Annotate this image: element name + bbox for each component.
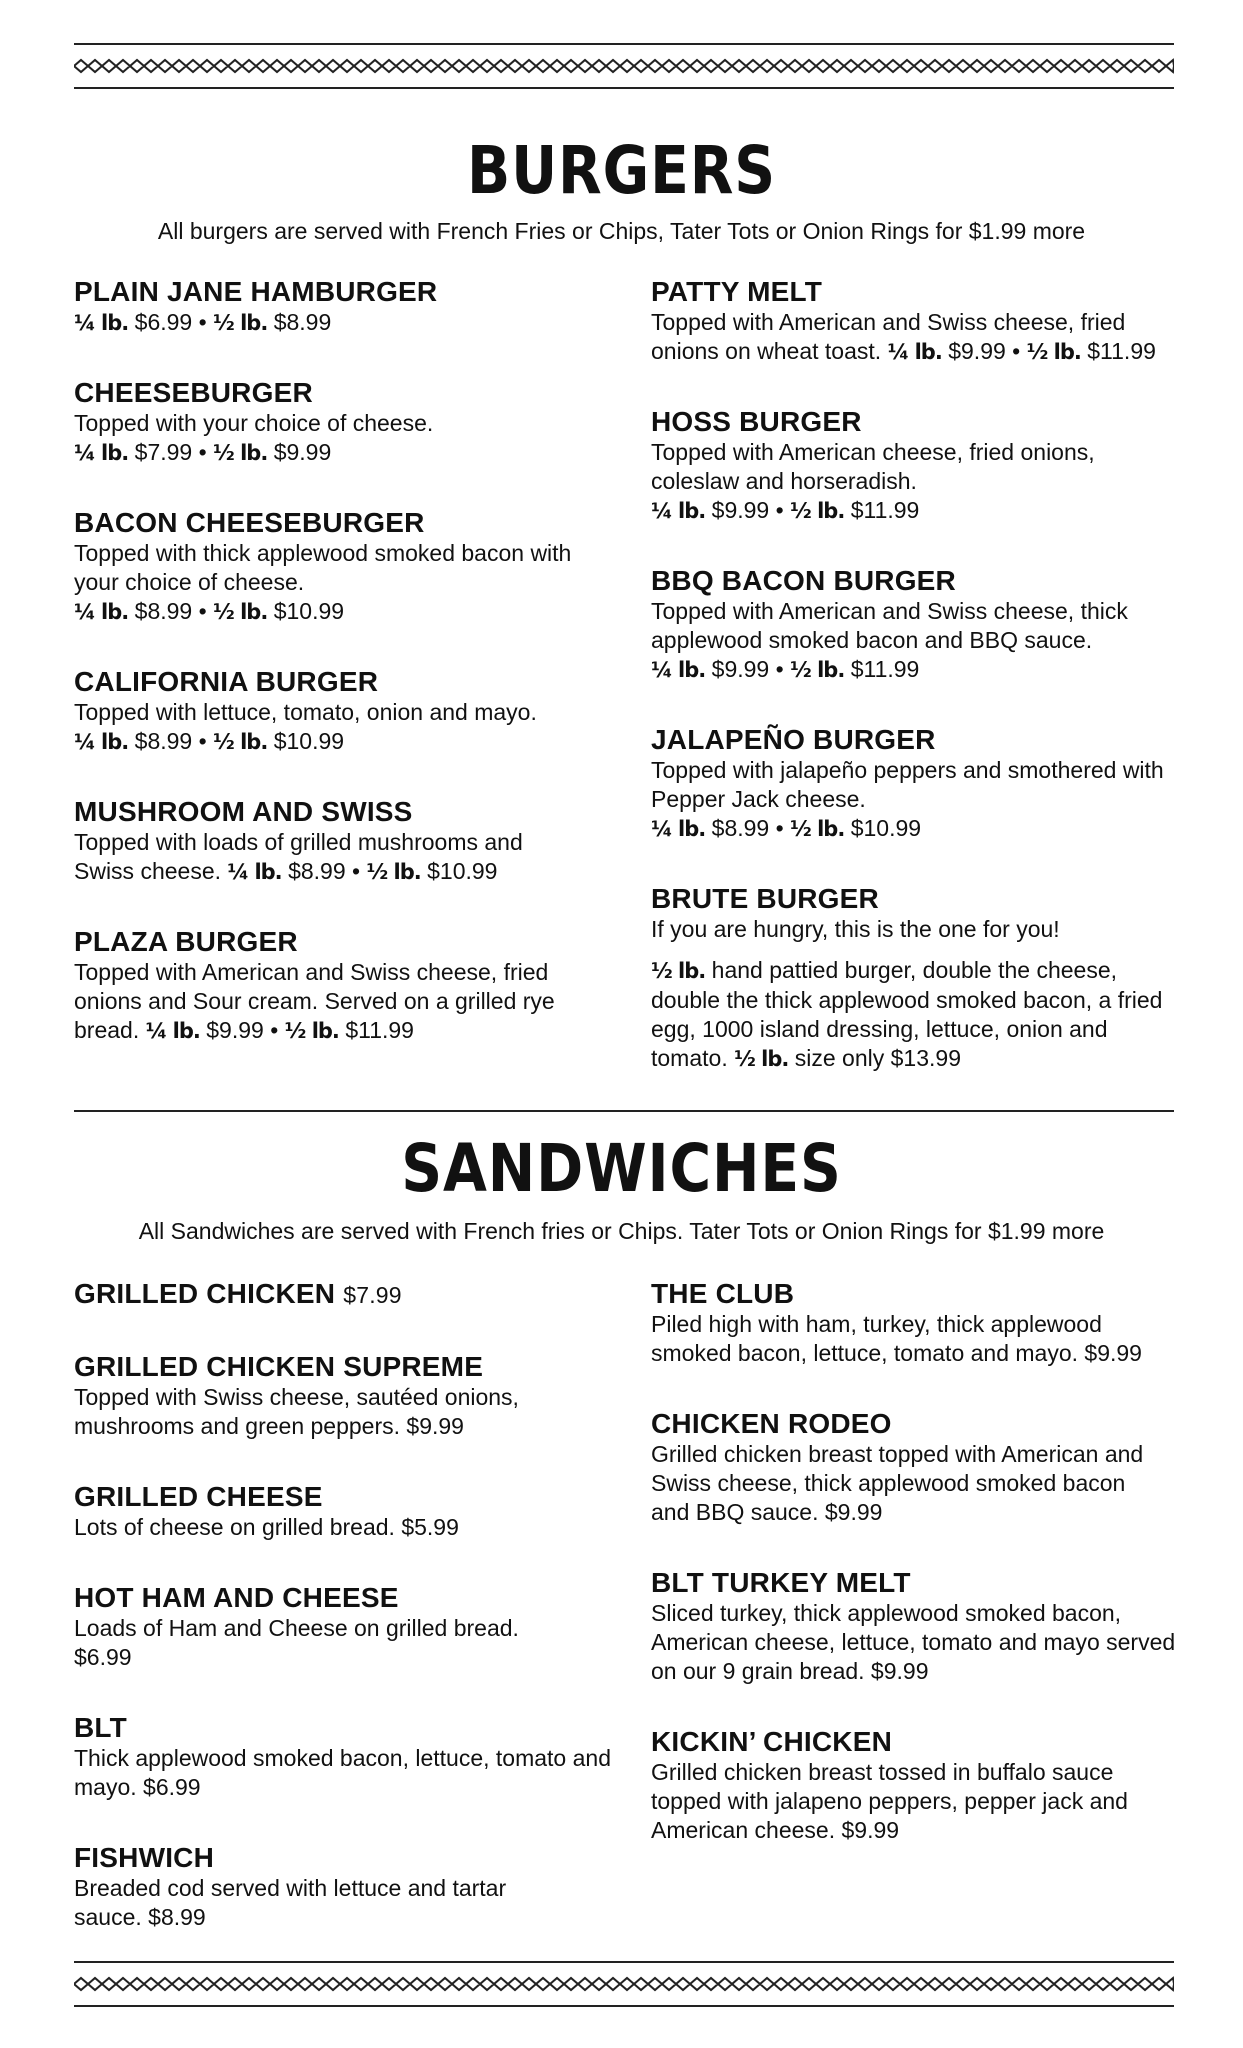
menu-item <box>651 1278 1191 1368</box>
sandwiches-heading: SANDWICHES <box>401 1130 842 1207</box>
item-name: PATTY MELT <box>651 276 823 307</box>
item-name: CALIFORNIA BURGER <box>74 666 379 697</box>
item-description: Loads of Ham and Cheese on grilled bread. $6.99 <box>74 1615 519 1670</box>
item-price: ¼ lb. $9.99 • ½ lb. $11.99 <box>651 497 920 523</box>
item-price: ¼ lb. $8.99 • ½ lb. $10.99 <box>74 598 345 624</box>
item-name: BLT TURKEY MELT <box>651 1567 911 1598</box>
menu-item <box>74 1351 614 1441</box>
menu-item <box>651 883 1191 1074</box>
item-description: Lots of cheese on grilled bread. $5.99 <box>74 1514 459 1540</box>
item-description: Breaded cod served with lettuce and tartar sauce. $8.99 <box>74 1875 507 1930</box>
item-price: ¼ lb. $7.99 • ½ lb. $9.99 <box>74 439 332 465</box>
menu-item <box>74 1481 614 1542</box>
menu-item <box>74 666 614 757</box>
item-description: Topped with American and Swiss cheese, thick applewood smoked bacon and BBQ sauce. <box>651 598 1128 653</box>
item-name: PLAZA BURGER <box>74 926 298 957</box>
item-price: ¼ lb. $8.99 • ½ lb. $10.99 <box>651 815 922 841</box>
menu-item <box>651 406 1191 526</box>
burgers-left-column <box>74 276 614 1072</box>
top-diamond-border <box>74 42 1174 90</box>
item-price: ¼ lb. $9.99 • ½ lb. $11.99 <box>651 656 920 682</box>
bottom-diamond-border <box>74 1960 1174 2008</box>
burgers-note: All burgers are served with French Fries or Chips, Tater Tots or Onion Rings for $1.99 more <box>157 218 1086 244</box>
item-name: GRILLED CHICKEN SUPREME <box>74 1351 484 1382</box>
menu-item <box>74 926 614 1046</box>
menu-item <box>651 1726 1191 1845</box>
menu-item <box>74 796 614 887</box>
item-name: BBQ BACON BURGER <box>651 565 956 596</box>
item-price: ¼ lb. $6.99 • ½ lb. $8.99 <box>74 309 332 335</box>
menu-item <box>651 1567 1191 1686</box>
item-description: Topped with your choice of cheese. <box>74 410 434 436</box>
item-name: PLAIN JANE HAMBURGER <box>74 276 438 307</box>
item-name: BLT <box>74 1712 127 1743</box>
item-description: Topped with American and Swiss cheese, fried onions on wheat toast. ¼ lb. $9.99 • ½ lb. $11.99 <box>651 309 1156 364</box>
sandwiches-right-column <box>651 1278 1191 1871</box>
item-description: Topped with jalapeño peppers and smothered with Pepper Jack cheese. <box>651 757 1164 812</box>
item-description: Topped with thick applewood smoked bacon with your choice of cheese. <box>74 540 572 595</box>
item-name: JALAPEÑO BURGER <box>651 724 936 755</box>
item-description: Piled high with ham, turkey, thick applewood smoked bacon, lettuce, tomato and mayo. $9.99 <box>651 1311 1142 1366</box>
menu-item <box>74 1278 614 1311</box>
menu-item <box>74 377 614 468</box>
item-description: Topped with American and Swiss cheese, fried onions and Sour cream. Served on a grilled rye bread. ¼ lb. $9.99 • ½ lb. $11.99 <box>74 959 555 1043</box>
item-name: FISHWICH <box>74 1842 215 1873</box>
item-description: Topped with Swiss cheese, sautéed onions, mushrooms and green peppers. $9.99 <box>74 1384 519 1439</box>
item-name: HOSS BURGER <box>651 406 862 437</box>
item-name: THE CLUB <box>651 1278 795 1309</box>
burgers-right-column <box>651 276 1191 1100</box>
item-name: MUSHROOM AND SWISS <box>74 796 413 827</box>
item-description: Grilled chicken breast tossed in buffalo sauce topped with jalapeno peppers, pepper jack and American cheese. $9.99 <box>651 1759 1128 1843</box>
section-divider <box>74 1110 1174 1112</box>
item-description: Grilled chicken breast topped with American and Swiss cheese, thick applewood smoked bacon and BBQ sauce. $9.99 <box>651 1441 1144 1525</box>
menu-item <box>74 507 614 627</box>
item-description: Topped with loads of grilled mushrooms and Swiss cheese. ¼ lb. $8.99 • ½ lb. $10.99 <box>74 829 523 884</box>
item-description: Thick applewood smoked bacon, lettuce, tomato and mayo. $6.99 <box>74 1745 611 1800</box>
menu-item <box>651 724 1191 844</box>
item-description: Topped with American cheese, fried onions, coleslaw and horseradish. <box>651 439 1095 494</box>
item-name: GRILLED CHEESE <box>74 1481 323 1512</box>
item-name: HOT HAM AND CHEESE <box>74 1582 399 1613</box>
menu-item <box>651 276 1191 367</box>
item-price: $7.99 <box>343 1282 402 1308</box>
item-name: KICKIN’ CHICKEN <box>651 1726 893 1757</box>
item-price: ¼ lb. $8.99 • ½ lb. $10.99 <box>74 728 345 754</box>
item-description: Topped with lettuce, tomato, onion and mayo. <box>74 699 537 725</box>
item-name: GRILLED CHICKEN $7.99 <box>74 1278 402 1309</box>
sandwiches-note: All Sandwiches are served with French fries or Chips. Tater Tots or Onion Rings for $1.99 more <box>138 1218 1105 1244</box>
item-name: BRUTE BURGER <box>651 883 879 914</box>
item-name: CHICKEN RODEO <box>651 1408 892 1439</box>
menu-item <box>74 1582 614 1672</box>
menu-item <box>651 1408 1191 1527</box>
menu-item <box>74 1842 614 1932</box>
item-name: BACON CHEESEBURGER <box>74 507 425 538</box>
item-description: If you are hungry, this is the one for you! <box>651 916 1060 942</box>
item-details: ½ lb. hand pattied burger, double the cheese, double the thick applewood smoked bacon, a fried egg, 1000 island dressing, lettuce, onion and tomato. ½ lb. size only $13.99 <box>651 957 1163 1071</box>
item-description: Sliced turkey, thick applewood smoked bacon, American cheese, lettuce, tomato and mayo served on our 9 grain bread. $9.99 <box>651 1600 1176 1684</box>
menu-item <box>74 1712 614 1802</box>
menu-item <box>74 276 614 338</box>
menu-item <box>651 565 1191 685</box>
burgers-heading: BURGERS <box>466 132 777 209</box>
item-name: CHEESEBURGER <box>74 377 313 408</box>
sandwiches-left-column <box>74 1278 614 1958</box>
